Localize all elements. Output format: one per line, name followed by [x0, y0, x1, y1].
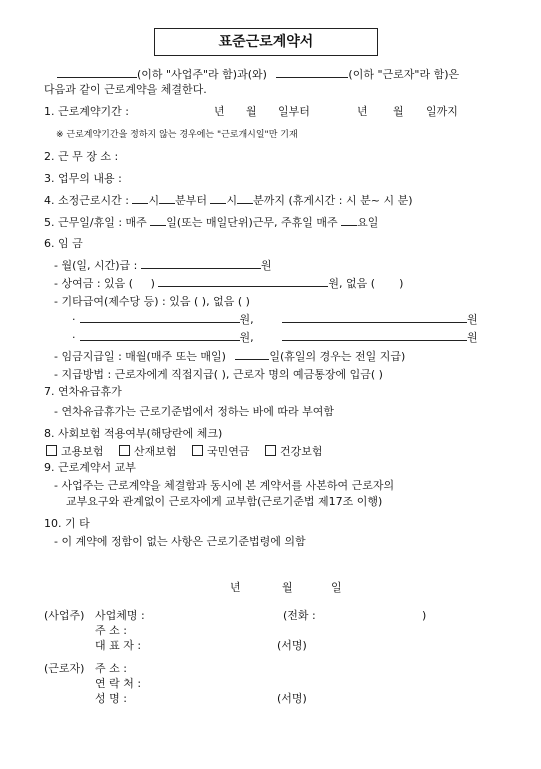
won-unit-4: 원	[467, 331, 478, 344]
payday-label: - 임금지급일 : 매월(매주 또는 매일)	[54, 350, 226, 363]
section-4-label: 4. 소정근로시간 :	[44, 194, 129, 207]
section-5-row	[44, 215, 378, 230]
start-minute-blank[interactable]	[159, 193, 175, 204]
period-end-day: 일까지	[426, 105, 458, 118]
payday-row	[54, 349, 405, 364]
worker-address-label: 주 소 :	[95, 662, 127, 675]
intro-worker-text: (이하 "근로자"라 함)은	[348, 68, 460, 81]
worker-role: (근로자)	[44, 662, 85, 675]
section-9-text-2: 교부요구와 관계없이 근로자에게 교부함(근로기준법 제17조 이행)	[66, 495, 383, 508]
industrial-accident-label: 산재보험	[134, 445, 177, 458]
section-1-note: ※ 근로계약기간을 정하지 않는 경우에는 "근로개시일"만 기재	[56, 130, 298, 140]
bonus-amount-blank[interactable]	[158, 276, 328, 287]
health-insurance-label: 건강보험	[280, 445, 323, 458]
other-pay-line-2	[282, 312, 478, 327]
other-pay-item-2[interactable]	[282, 312, 467, 323]
won-unit-1: 원,	[239, 313, 254, 326]
other-pay-item-3[interactable]	[80, 330, 240, 341]
section-9-label: 9. 근로계약서 교부	[44, 461, 136, 474]
health-insurance-checkbox[interactable]	[265, 445, 276, 456]
payday-note: 일(휴일의 경우는 전일 지급)	[269, 350, 406, 363]
period-end-year: 년	[357, 105, 368, 118]
bonus-unit: 원,	[328, 277, 343, 290]
bonus-close: )	[150, 277, 155, 290]
period-start-month: 월	[246, 105, 257, 118]
intro-line-1	[57, 67, 459, 82]
hour-unit: 시	[148, 194, 160, 207]
bonus-none-close: )	[399, 277, 404, 290]
section-7-label: 7. 연차유급휴가	[44, 385, 122, 398]
payment-method-row: - 지급방법 : 근로자에게 직접지급( ), 근로자 명의 예금통장에 입금( )	[54, 368, 383, 381]
other-pay-line-3: · 원,	[72, 331, 254, 344]
section-4-row	[44, 193, 413, 208]
date-day: 일	[331, 581, 342, 594]
other-pay-row: - 기타급여(제수당 등) : 있음 ( ), 없음 ( )	[54, 295, 250, 308]
section-10-label: 10. 기 타	[44, 517, 90, 530]
employer-phone-label: (전화 :	[283, 609, 316, 622]
worker-name-label: 성 명 :	[95, 692, 127, 705]
employer-blank[interactable]	[57, 67, 137, 78]
weekly-holiday-blank[interactable]	[341, 215, 357, 226]
from-text: 분부터	[175, 194, 207, 207]
end-minute-blank[interactable]	[237, 193, 253, 204]
employer-phone-close: )	[422, 609, 427, 622]
date-month: 월	[282, 581, 293, 594]
section-5-label: 5. 근무일/휴일 : 매주	[44, 216, 147, 229]
employer-signature[interactable]: (서명)	[277, 639, 307, 652]
other-pay-item-4[interactable]	[282, 330, 467, 341]
period-end-month: 월	[393, 105, 404, 118]
national-pension-checkbox[interactable]	[192, 445, 203, 456]
wage-label: - 월(일, 시간)급 :	[54, 259, 138, 272]
wage-amount-blank[interactable]	[141, 258, 261, 269]
worker-signature[interactable]: (서명)	[277, 692, 307, 705]
wage-unit: 원	[260, 259, 272, 272]
employment-insurance-checkbox[interactable]	[46, 445, 57, 456]
intro-employer-text: (이하 "사업주"라 함)과(와)	[137, 68, 267, 81]
national-pension-label: 국민연금	[207, 445, 250, 458]
employer-address-label: 주 소 :	[95, 624, 127, 637]
start-hour-blank[interactable]	[132, 193, 148, 204]
until-break-text: 분까지 (휴게시간 : 시 분~ 시 분)	[253, 194, 413, 207]
other-pay-item-1[interactable]	[80, 312, 240, 323]
employer-role: (사업주)	[44, 609, 85, 622]
section-9-text-1: - 사업주는 근로계약을 체결함과 동시에 본 계약서를 사본하여 근로자의	[54, 479, 395, 492]
won-unit-2: 원	[467, 313, 478, 326]
bonus-row	[54, 276, 403, 291]
wage-row	[54, 258, 272, 273]
workdays-blank[interactable]	[150, 215, 166, 226]
worker-contact-label: 연 락 처 :	[95, 677, 142, 690]
bonus-label: - 상여금 : 있음 (	[54, 277, 134, 290]
hour-unit-2: 시	[226, 194, 238, 207]
section-10-text: - 이 계약에 정함이 없는 사항은 근로기준법령에 의함	[54, 535, 306, 548]
section-6-label: 6. 임 금	[44, 237, 83, 250]
intro-line-2: 다음과 같이 근로계약을 체결한다.	[44, 83, 207, 96]
section-5-end: 요일	[357, 216, 379, 229]
bonus-none: 없음 (	[346, 277, 376, 290]
employer-rep-label: 대 표 자 :	[95, 639, 142, 652]
won-unit-3: 원,	[239, 331, 254, 344]
employer-company-label: 사업체명 :	[95, 609, 145, 622]
period-start-day: 일부터	[278, 105, 310, 118]
employment-insurance-label: 고용보험	[61, 445, 104, 458]
end-hour-blank[interactable]	[210, 193, 226, 204]
section-3-label: 3. 업무의 내용 :	[44, 172, 122, 185]
industrial-accident-checkbox[interactable]	[119, 445, 130, 456]
payday-blank[interactable]	[235, 349, 269, 360]
section-2-label: 2. 근 무 장 소 :	[44, 150, 119, 163]
other-pay-line-1: · 원,	[72, 313, 254, 326]
section-5-mid: 일(또는 매일단위)근무, 주휴일 매주	[166, 216, 338, 229]
date-year: 년	[230, 581, 241, 594]
insurance-checklist	[46, 445, 323, 459]
document-title: 표준근로계약서	[154, 28, 378, 56]
period-start-year: 년	[214, 105, 225, 118]
section-7-text: - 연차유급휴가는 근로기준법에서 정하는 바에 따라 부여함	[54, 405, 334, 418]
section-1-label: 1. 근로계약기간 :	[44, 105, 129, 118]
section-8-label: 8. 사회보험 적용여부(해당란에 체크)	[44, 427, 223, 440]
other-pay-line-4	[282, 330, 478, 345]
worker-blank[interactable]	[276, 67, 348, 78]
